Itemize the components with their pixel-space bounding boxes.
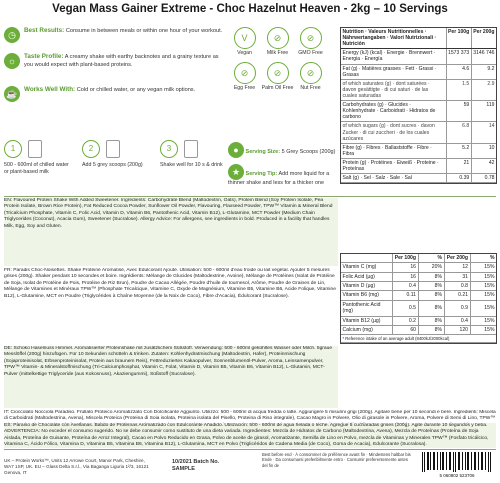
divider: [4, 196, 496, 197]
text-block-de: DE: Schoko Haselnuss Himmel. Aromatisierter Proteinshake mit zusätzlichem Süßstoff. Verwendung: 500 - 600ml gekühltes Wasser oder Milch. 5graue Messlöffel (200g) hinzufügen. Für 10 Sekunden schütteln & trinken. Zutaten: Kohlenhydratmischung (Maltodextrin, Hafer), Proteinmischung (Sojaproteinisolat, Erbsenproteinisolat, Protein aus braunem Reis), Fettreduziertes Kakaopulver, Sonnenblumenöl-Pulver, Aroma, Leinsamenpulver, TPW™ Vitamin- & Mineralstoffmischung (Tri-Calciumphosphat, Vitamin C, Folat, Vitamin D, Vitamin B5, Vitamin B6, Vitamin B12), L-Glutamin, MCT-Pulver (mittelkettige Triglyceride (aus Kokosnuss), Akaziengummi), Süßstoff (Sucralose).: [4, 346, 338, 408]
gmo-free-icon: ⊘: [300, 27, 322, 49]
nutrition-table: [340, 27, 497, 184]
vitamins-footnote-row: * Reference intake of an average adult (8400kJ/2000kcal): [341, 335, 496, 343]
table-row: Energy (kJ) (kcal) · Energie · Brennwert · Energia · Energía 1573 373 3146 746: [342, 50, 495, 63]
badge-nut-free: ⊘ Nut Free: [294, 62, 327, 91]
taste-text: A creamy shake with earthy backnotes and a grainy texture as you would expect with plant-based proteins.: [24, 54, 219, 68]
vitamins-table: [340, 253, 497, 344]
shaker-icon: [184, 140, 198, 158]
badge-milk-free: ⊘ Milk Free: [261, 27, 294, 56]
step-text: Shake well for 10 s & drink: [160, 162, 223, 168]
table-row: Salt (g) · Sel · Salz · Sale · Sal 0.39 0.78: [342, 175, 495, 182]
step-number: 1: [4, 140, 22, 158]
badge-vegan: V Vegan: [228, 27, 261, 56]
taste-profile-row: [4, 53, 226, 69]
table-row: Vitamin B12 (µg) 0.2 8% 0.4 15%: [342, 317, 495, 324]
scoop-icon: [106, 140, 120, 158]
best-results-text: Consume in between meals or within one hour of your workout.: [65, 28, 223, 34]
date-batch: 10/2021 Batch No. SAMPLE: [172, 459, 220, 473]
barcode: [418, 452, 496, 478]
table-row: Pantothenic Acid (mg) 0.5 8% 0.9 15%: [342, 301, 495, 315]
step-text: 500 - 600ml of chilled water or plant-based milk: [4, 162, 69, 175]
table-row: Vitamin B6 (mg) 0.11 8% 0.21 15%: [342, 292, 495, 299]
vitamins-header: Per 100g % Per 200g %: [341, 254, 496, 263]
text-block-fr: FR: Paradis Choc-Noisettes. Shake Protéiné Aromatisé, Avec Édulcorant Ajouté. Utilisation: 500 - 600ml d'eau froide ou lait végétal. Ajouter 5 mesures grises (200g). Shaker pendant 10 secondes et boire. Ingrédients: Mélange de Glucides (Maltodextrine, Avoine), Mélange de Protéines (Isolat de Protéine de Soja, Isolat de Protéine de Pois, Protéine de Riz Brun), Poudre de Cacao Allégée, Poudre d'huile de tournesol, Arôme, Poudre de Graines de Lin, Mélange de Vitamines et Minéraux TPW™ (Phosphate Tricalcique, Vitamine C, Oxyde de Magnésium, Vitamine B5, Vitamine B6, Acide Folique, Vitamine B12), L-Glutamine, MCT en Poudre (Triglycérides à Chaîne Moyenne (de la Noix de Coco), Fibre d'Acacia), Édulcorant (Sucralose).: [4, 268, 336, 299]
best-before-text: Best before end · À consommer de préférence avant fin · Mindestens haltbar bis Ende · Da consumarsi preferibilmente entro · Consumir preferentemente antes del fin de: [262, 452, 411, 468]
step-number: 2: [82, 140, 100, 158]
step-3: [160, 140, 226, 176]
serving-size-value: 5 Grey Scoops (200g): [281, 149, 336, 155]
table-row: Folic Acid (µg) 16 8% 31 15%: [342, 273, 495, 280]
preparation-steps: [4, 140, 226, 176]
table-row: Carbohydrates (g) · Glucides · Kohlenhydrate · Carboidrati · Hidratos de carbono 59 119: [342, 102, 495, 121]
table-row: Vitamin C (mg) 16 20% 12 15%: [342, 264, 495, 271]
step-2: [82, 140, 148, 176]
best-results-label: Best Results:: [24, 27, 65, 34]
taste-icon: ☼: [4, 53, 20, 69]
text-block-es: ES: Paraíso de Chocolate con Avellanas. Batido de Proteínas Aromatizado con Edulcorante Añadido. Utilización: 500 - 600ml de agua helada o leche. Agregue 5 cucharadas grises (200g). Agite durante 10 segundos y beba. ADVERTENCIA: No exceder el consumo sugerido. No se debe consumir como sustituto de una dieta variada. Ingredientes: Mezcla de Hidratos de Carbono (Maltodextrina, Avena), Mezcla de Proteínas (Proteína de Soja Aislada, Proteína de Guisante, Proteína de Arroz Integral), Cacao en Polvo Reducido en Grasa, Polvo de aceite de girasol, Aromatizante, Semilla de Lino en Polvo, mezcla de Vitaminas y Minerales TPW™ (Fosfato tricálcico, Vitamina C, Ácido Fólico, Vitamina D, Vitamina B5, Vitamina B6, Vitamina B12), L-Glutamina, MCT en Polvo (Triglicéridos de Cadena Media (de Coco), Goma de Acacia), Edulcorante (Sucralosa).: [4, 423, 496, 448]
table-row: Protein (g) · Protéines · Eiweiß · Proteine · Proteínas 21 42: [342, 159, 495, 173]
serving-tip-label: Serving Tip:: [245, 171, 278, 177]
table-row: Vitamin D (µg) 0.4 8% 0.8 15%: [342, 283, 495, 290]
works-label: Works Well With:: [24, 86, 76, 93]
egg-free-icon: ⊘: [234, 62, 256, 84]
badge-egg-free: ⊘ Egg Free: [228, 62, 261, 91]
vegan-icon: V: [234, 27, 256, 49]
serving-tip-text: Add more liquid for a thinner shake and less for a thicker one: [228, 171, 330, 186]
nut-free-icon: ⊘: [300, 62, 322, 84]
works-text: Cold or chilled water, or any vegan milk options.: [76, 87, 196, 93]
barcode-number: 5 060802 523706: [439, 473, 475, 478]
milk-free-icon: ⊘: [267, 27, 289, 49]
dietary-badges: [228, 27, 328, 91]
badge-gmo-free: ⊘ GMO Free: [294, 27, 327, 56]
best-results-row: [4, 27, 226, 43]
step-text: Add 5 grey scoops (200g): [82, 162, 143, 168]
serving-info: [228, 142, 338, 187]
table-row: of which sugars (g) · dont sucres · davon Zucker · di cui zuccheri · de los cuales azúcares 6.8 14: [342, 123, 495, 142]
table-row: Fibre (g) · Fibres · Ballaststoffe · Fibre · Fibra 5.2 10: [342, 144, 495, 157]
table-row: Fat (g) · Matières grasses · Fett · Grassi · Grasas 4.6 9.2: [342, 65, 495, 78]
badge-palm-oil-free: ⊘ Palm Oil Free: [261, 62, 294, 91]
company-address: UK – Protein Works™, Units 12 Arrowe Court, Manor Park, Cheshire, WA7 1SP, UK. EU – Glass Delta S.r.l., Via Baganga Liguria 1²/3, 16121 Genova, IT: [4, 458, 149, 475]
drink-icon: ☕: [4, 86, 20, 102]
taste-label: Taste Profile:: [24, 53, 64, 60]
product-title: Vegan Mass Gainer Extreme - Choc Hazelnut Heaven - 2kg – 10 Servings: [52, 3, 448, 15]
table-row: Calcium (mg) 60 8% 120 15%: [342, 326, 495, 333]
divider: [4, 449, 496, 450]
clock-icon: ◷: [4, 27, 20, 43]
table-row: of which saturates (g) · dont saturées · davon gesättigte · di cui saturi · de las cuales saturadas 1.5 2.9: [342, 80, 495, 99]
works-well-row: [4, 86, 226, 102]
text-block-en: EN: Flavoured Protein Shake With Added Sweetener. Ingredients: Carbohydrate Blend (Maltodextrin, Oats), Protein Blend (Soy Protein Isolate, Pea Protein Isolate, Brown Rice Protein), Fat Reduced Cocoa Powder, Sunflower Oil Powder, Flavouring, Flaxseed Powder, TPW™ Vitamin & Mineral Blend (Tricalcium Phosphate, Vitamin C, Folic Acid, Vitamin D, Vitamin B6, Pantothenic Acid, Vitamin B12), L-Glutamine, MCT Powder (Medium Chain Triglycerides (Coconut), Acacia Gum), Sweetener (Sucralose). Allergy Advice: For allergens, see ingredients in bold. Produced in a facility that handles Milk, Egg, Soy and Gluten.: [4, 198, 338, 266]
scoop-icon: ●: [228, 142, 244, 158]
glass-icon: [28, 140, 42, 158]
palm-oil-free-icon: ⊘: [267, 62, 289, 84]
lightbulb-icon: ★: [228, 164, 244, 180]
nutrition-header: Nutrition · Valeurs Nutritionnelles · Nährwertangaben · Valori Nutrizionali · Nutrición Per 100g Per 200g: [342, 29, 495, 48]
text-block-it: IT: Cioccolato Nocciola Paradiso. Frullato Proteico Aromatizzato Con Dolcificante Aggiunto. Utilizzo: 500 - 600ml di acqua fredda o latte. Aggiungere 5 misurini grigi (200g). Agitare bene per 10 secondi e bere. Ingredienti: Miscela di Carboidrati (Maltodestrina, Avena), Miscela Proteica (Proteina di Soia isolata, Proteina isolata del Pisello, Proteina di Riso integrale), Cacao Magro in Polvere, Olio di girasole in Polvere, Aroma, Polvere di Semi di Lino, TPW™: [4, 410, 496, 422]
serving-size-label: Serving Size:: [245, 149, 281, 155]
step-1: [4, 140, 70, 176]
step-number: 3: [160, 140, 178, 158]
